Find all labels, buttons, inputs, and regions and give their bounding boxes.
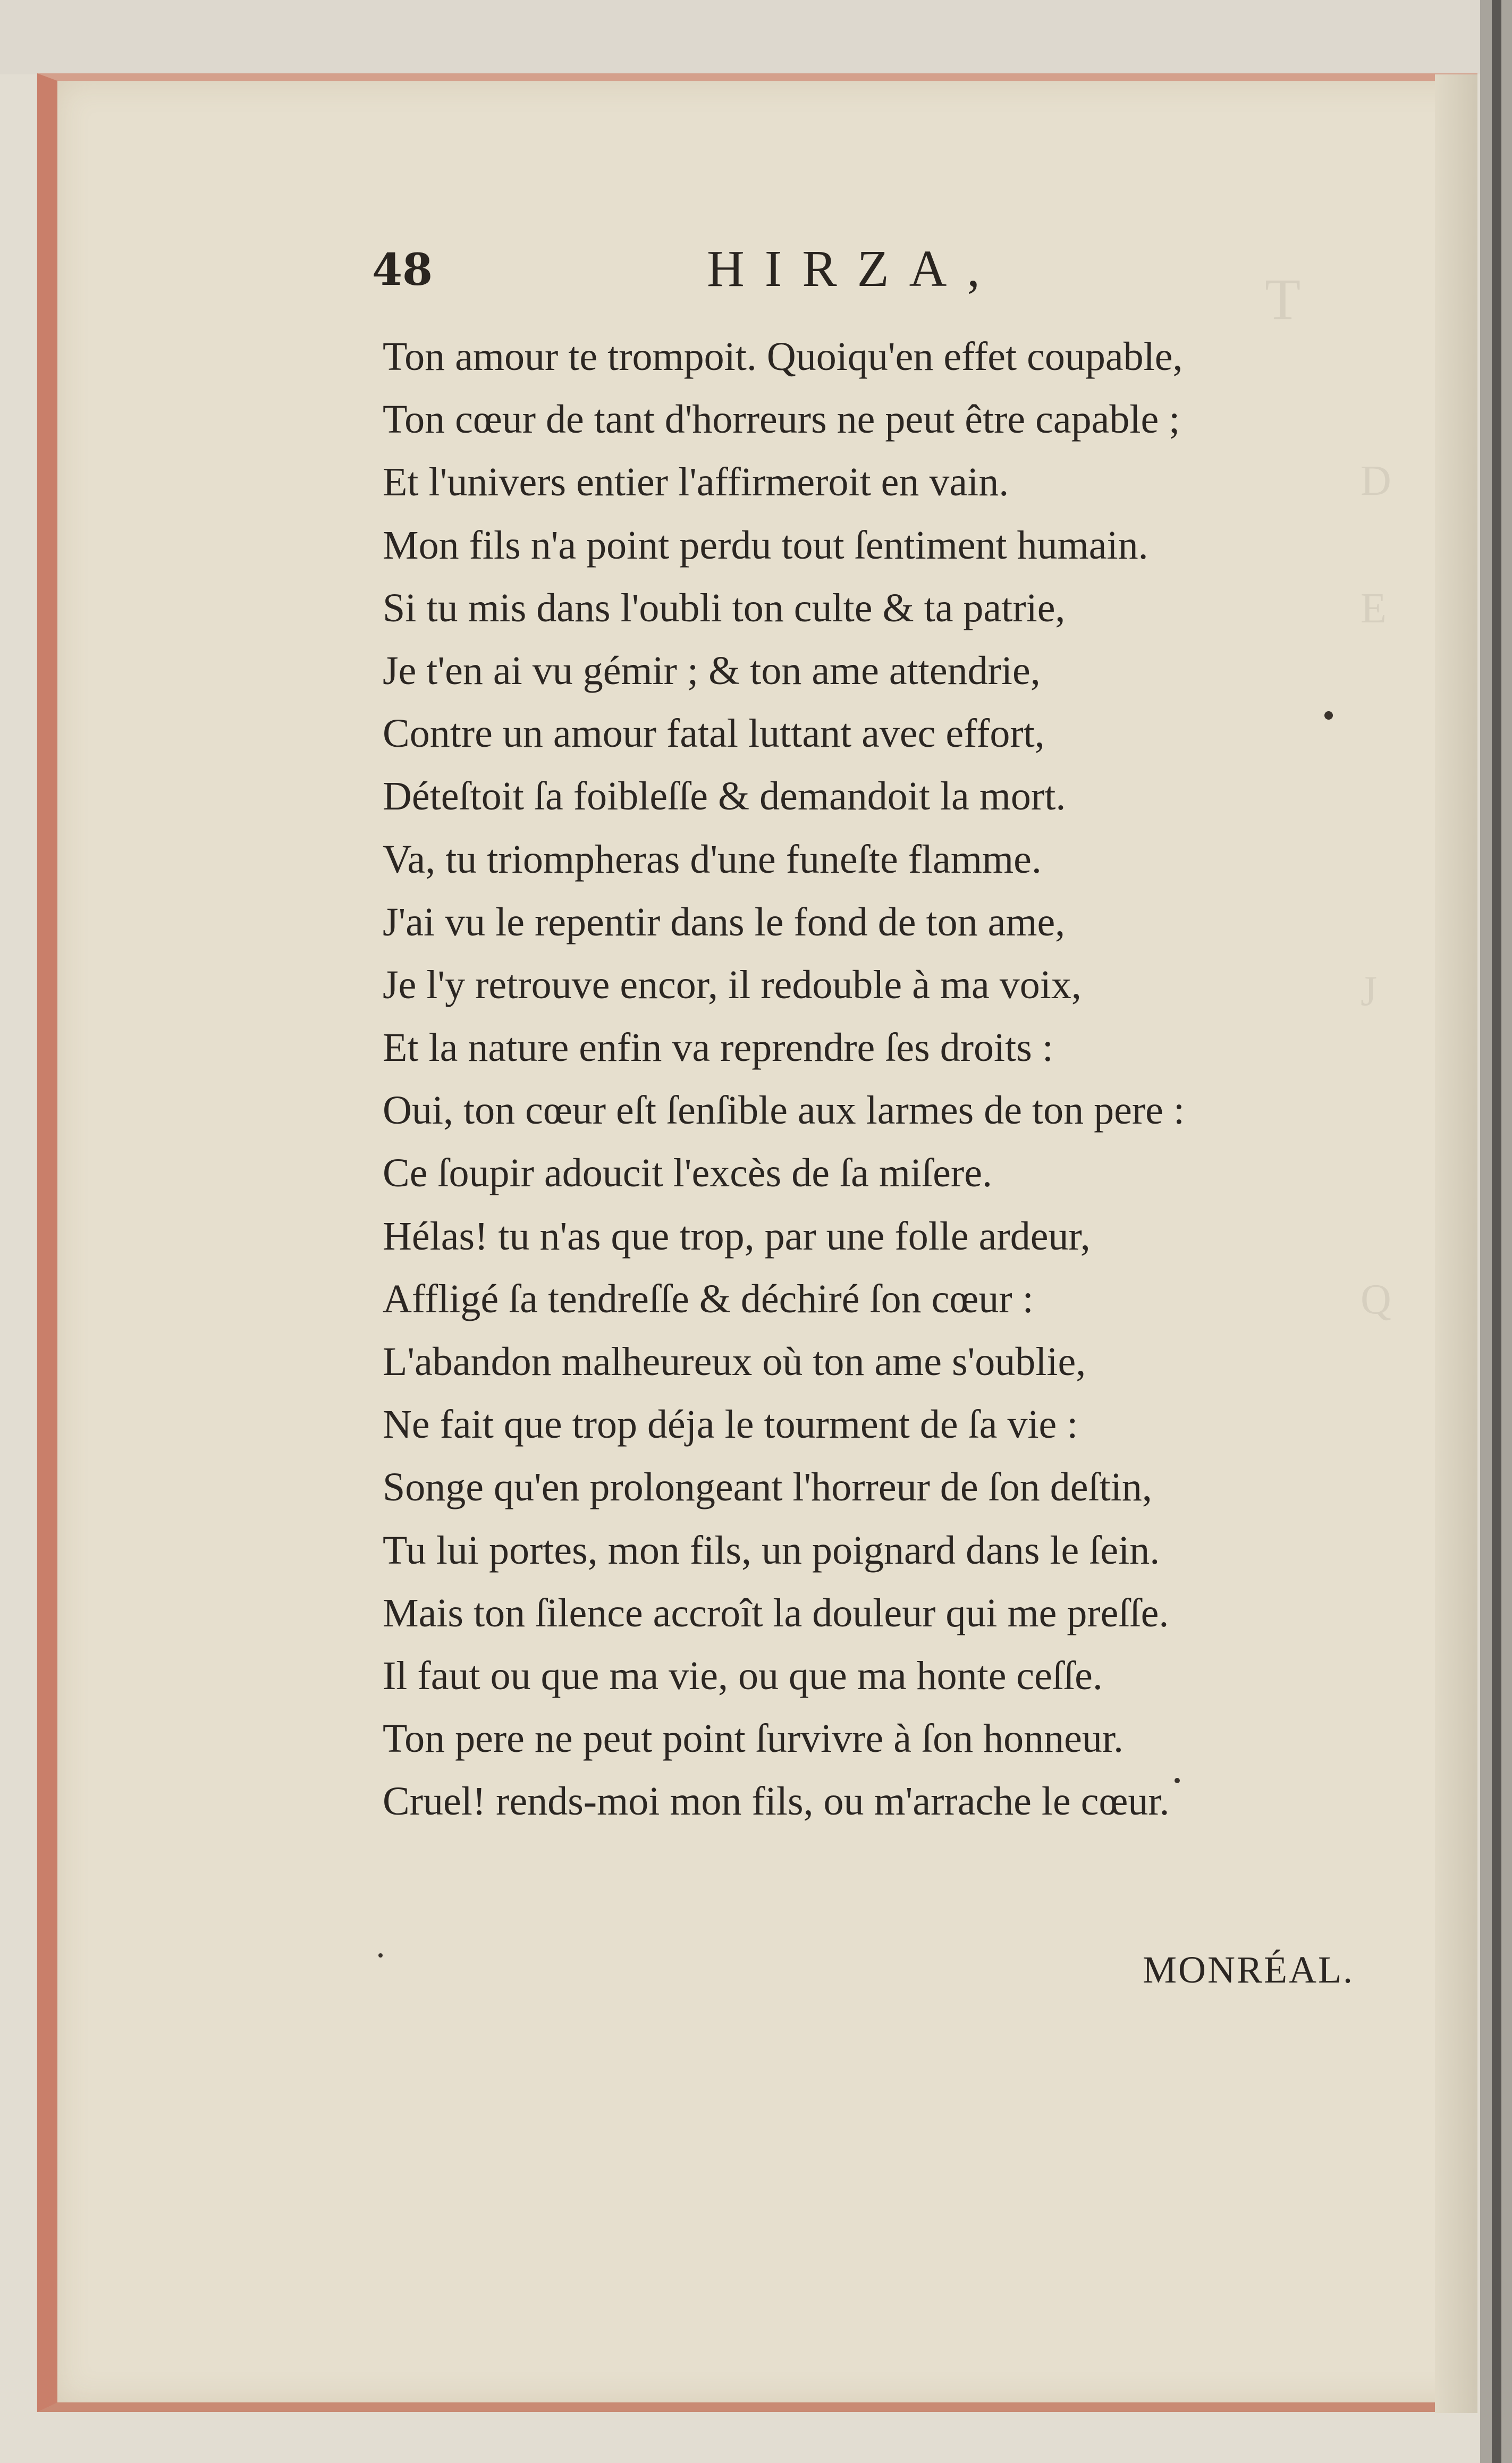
verse-line: Ne fait que trop déja le tourment de ſa vie : — [383, 1402, 1078, 1447]
verse-line: Si tu mis dans l'oubli ton culte & ta patrie, — [383, 585, 1066, 630]
show-through-decoration: Q — [1361, 1276, 1391, 1323]
verse-line: Je t'en ai vu gémir ; & ton ame attendrie, — [383, 648, 1041, 693]
adjacent-page-edge — [1480, 0, 1512, 2463]
verse-line: Oui, ton cœur eſt ſenſible aux larmes de ton pere : — [383, 1088, 1185, 1133]
binding-edge — [1492, 0, 1501, 2463]
verse-line: Tu lui portes, mon fils, un poignard dans le ſein. — [383, 1528, 1160, 1573]
verse-line: Va, tu triompheras d'une funeſte flamme. — [383, 837, 1042, 882]
show-through-decoration: T — [1265, 267, 1301, 332]
verse-line: L'abandon malheureux où ton ame s'oublie, — [383, 1339, 1086, 1384]
scan-background — [0, 0, 1512, 74]
verse-line: Cruel! rends-moi mon fils, ou m'arrache le cœur. — [383, 1779, 1170, 1824]
verse-line: J'ai vu le repentir dans le fond de ton ame, — [383, 899, 1066, 944]
verse-line: Mon fils n'a point perdu tout ſentiment humain. — [383, 522, 1148, 568]
verse-block — [383, 325, 1435, 1833]
verse-line: Déteſtoit ſa foibleſſe & demandoit la mort. — [383, 774, 1066, 819]
verse-line: Contre un amour fatal luttant avec effort, — [383, 711, 1045, 756]
verse-line: Songe qu'en prolongeant l'horreur de ſon deſtin, — [383, 1465, 1152, 1510]
page-number: 48 — [372, 244, 433, 296]
verse-line: Et la nature enfin va reprendre ſes droits : — [383, 1025, 1053, 1070]
running-title: HIRZA, — [707, 240, 1000, 298]
verse-line: Il faut ou que ma vie, ou que ma honte ceſſe. — [383, 1653, 1103, 1698]
verse-line: Hélas! tu n'as que trop, par une folle ardeur, — [383, 1213, 1091, 1259]
verse-line: Affligé ſa tendreſſe & déchiré ſon cœur : — [383, 1276, 1034, 1321]
ink-speck — [378, 1953, 383, 1958]
show-through-decoration: J — [1361, 968, 1378, 1015]
verse-line: Ce ſoupir adoucit l'excès de ſa miſere. — [383, 1151, 992, 1196]
catchword: MONRÉAL. — [1143, 1949, 1354, 1991]
verse-line: Mais ton ſilence accroît la douleur qui me preſſe. — [383, 1590, 1169, 1635]
show-through-decoration: D — [1361, 458, 1391, 504]
page-gutter-shadow — [1435, 74, 1477, 2413]
verse-line: Et l'univers entier l'affirmeroit en vain. — [383, 460, 1009, 505]
show-through-decoration: E — [1361, 585, 1387, 632]
verse-line: Ton cœur de tant d'horreurs ne peut être capable ; — [383, 397, 1180, 442]
verse-line: Ton pere ne peut point ſurvivre à ſon honneur. — [383, 1716, 1124, 1761]
verse-line: Ton amour te trompoit. Quoiqu'en effet coupable, — [383, 334, 1183, 379]
verse-line: Je l'y retrouve encor, il redouble à ma voix, — [383, 962, 1082, 1007]
page-header — [372, 234, 1382, 319]
